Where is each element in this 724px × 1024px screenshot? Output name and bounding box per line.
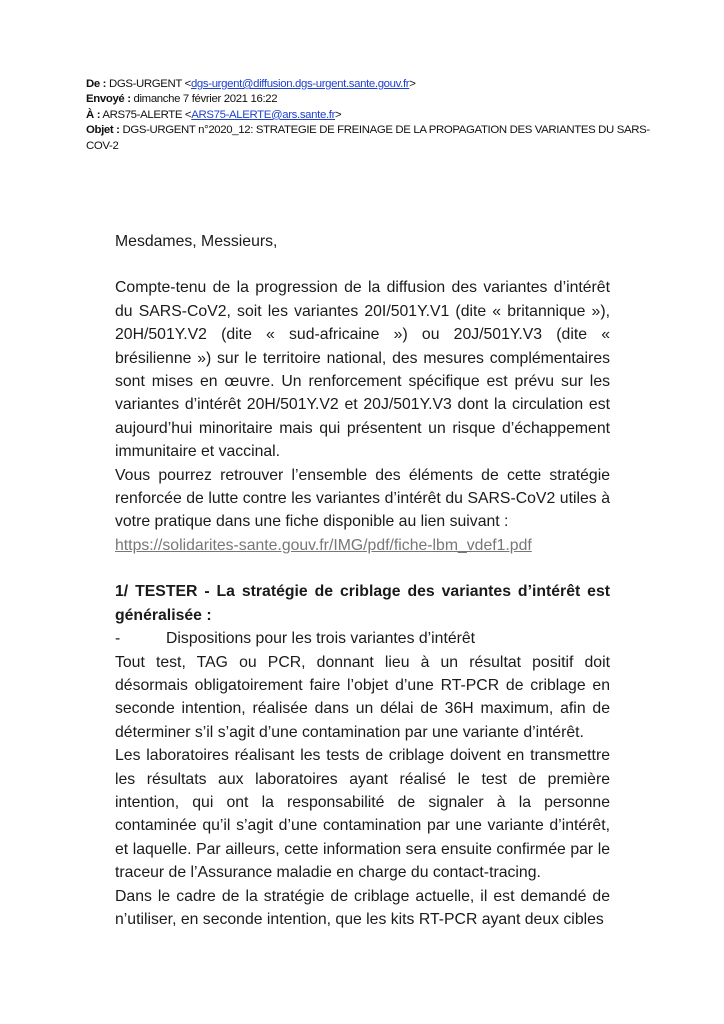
bullet-text: Dispositions pour les trois variantes d’intérêt (166, 630, 476, 648)
sent-line (86, 92, 666, 107)
greeting: Mesdames, Messieurs, (115, 233, 278, 250)
paragraph-fiche (115, 464, 610, 558)
from-close: > (409, 78, 416, 90)
sent-label: Envoyé : (86, 93, 131, 106)
paragraph-test: Tout test, TAG ou PCR, donnant lieu à un résultat positif doit désormais obligatoirement faire l’objet d’une RT-PCR de criblage en seconde intention, réalisée dans un délai de 36H maximum, afin de déterminer s’il s’agit d’une contamination par une variante d’intérêt. (115, 653, 610, 741)
from-email-link[interactable]: dgs-urgent@diffusion.dgs-urgent.sante.gouv.fr (190, 78, 410, 90)
paragraph-fiche-text: Vous pourrez retrouver l’ensemble des éléments de cette stratégie renforcée de lutte contre les variantes d’intérêt du SARS-CoV2 utiles à votre pratique dans une fiche disponible au lien suivant : (115, 466, 610, 531)
to-close: > (335, 108, 342, 121)
to-email-link[interactable]: ARS75-ALERTE@ars.sante.fr (191, 108, 336, 121)
paragraph-intro: Compte-tenu de la progression de la diffusion des variantes d’intérêt du SARS-CoV2, soit les variantes 20I/501Y.V1 (dite « britannique »), 20H/501Y.V2 (dite « sud-africaine ») ou 20J/501Y.V3 (dite « brésilienne ») sur le territoire national, des mesures complémentaires sont mises en œuvre. Un renforcement spécifique est prévu sur les variantes d’intérêt 20H/501Y.V2 et 20J/501Y.V3 dont la circulation est aujourd’hui minoritaire mais qui présentent un risque d’échappement immunitaire et vaccinal. (115, 279, 610, 461)
subject-label: Objet : (86, 124, 120, 137)
sent-value: dimanche 7 février 2021 16:22 (133, 93, 278, 106)
bullet-item (115, 627, 610, 650)
fiche-link[interactable]: https://solidarites-sante.gouv.fr/IMG/pdf/fiche-lbm_vdef1.pdf (115, 536, 532, 554)
to-name: ARS75-ALERTE < (102, 108, 192, 121)
subject-value: DGS-URGENT n°2020_12: STRATEGIE DE FREINAGE DE LA PROPAGATION DES VARIANTES DU SARS-COV-2 (86, 124, 650, 152)
subject-line (86, 123, 666, 154)
paragraph-labs: Les laboratoires réalisant les tests de criblage doivent en transmettre les résultats aux laboratoires ayant réalisé le test de première intention, qui ont la responsabilité de signaler à la personne contaminée qu’il s’agit d’une contamination par une variante d’intérêt, et laquelle. Par ailleurs, cette information sera ensuite confirmée par le traceur de l’Assurance maladie en charge du contact-tracing. (115, 747, 610, 882)
section-title-tester: 1/ TESTER - La stratégie de criblage des variantes d’intérêt est généralisée : (115, 583, 610, 624)
email-header (86, 77, 666, 154)
from-label: De : (86, 78, 107, 90)
bullet-dash: - (115, 630, 121, 648)
paragraph-criblage: Dans le cadre de la stratégie de criblage actuelle, il est demandé de n’utiliser, en seconde intention, que les kits RT-PCR ayant deux cibles (115, 887, 610, 928)
email-body (115, 230, 610, 931)
to-label: À : (86, 108, 101, 121)
from-line (86, 77, 666, 92)
from-name: DGS-URGENT < (108, 78, 191, 90)
to-line (86, 108, 666, 123)
